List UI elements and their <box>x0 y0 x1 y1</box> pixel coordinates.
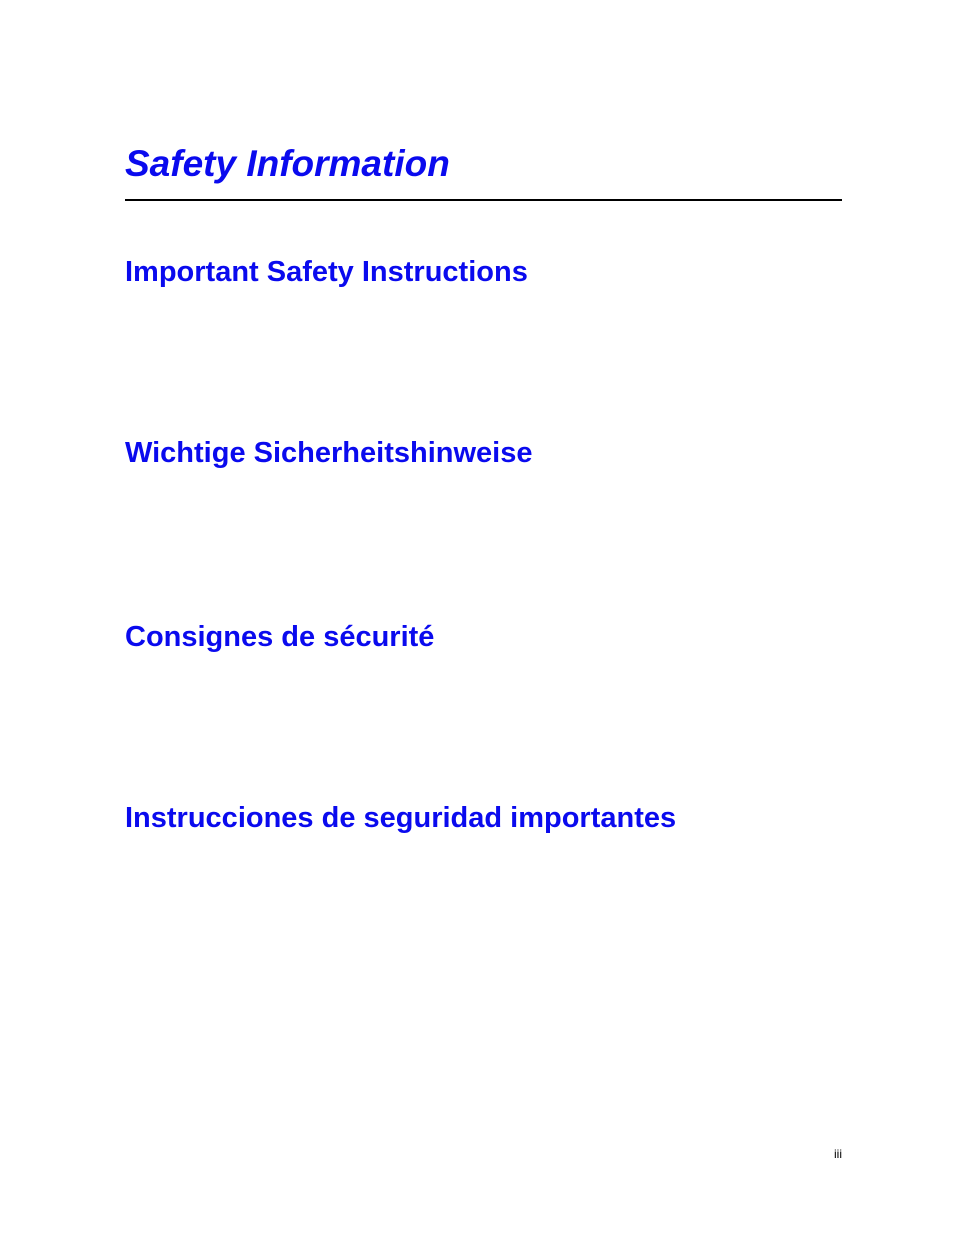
section-heading-german: Wichtige Sicherheitshinweise <box>125 437 533 469</box>
title-divider <box>125 199 842 201</box>
section-heading-english: Important Safety Instructions <box>125 256 528 288</box>
page-number: iii <box>834 1147 842 1161</box>
page-title: Safety Information <box>125 143 450 184</box>
section-heading-spanish: Instrucciones de seguridad importantes <box>125 802 677 834</box>
section-heading-french: Consignes de sécurité <box>125 621 435 653</box>
